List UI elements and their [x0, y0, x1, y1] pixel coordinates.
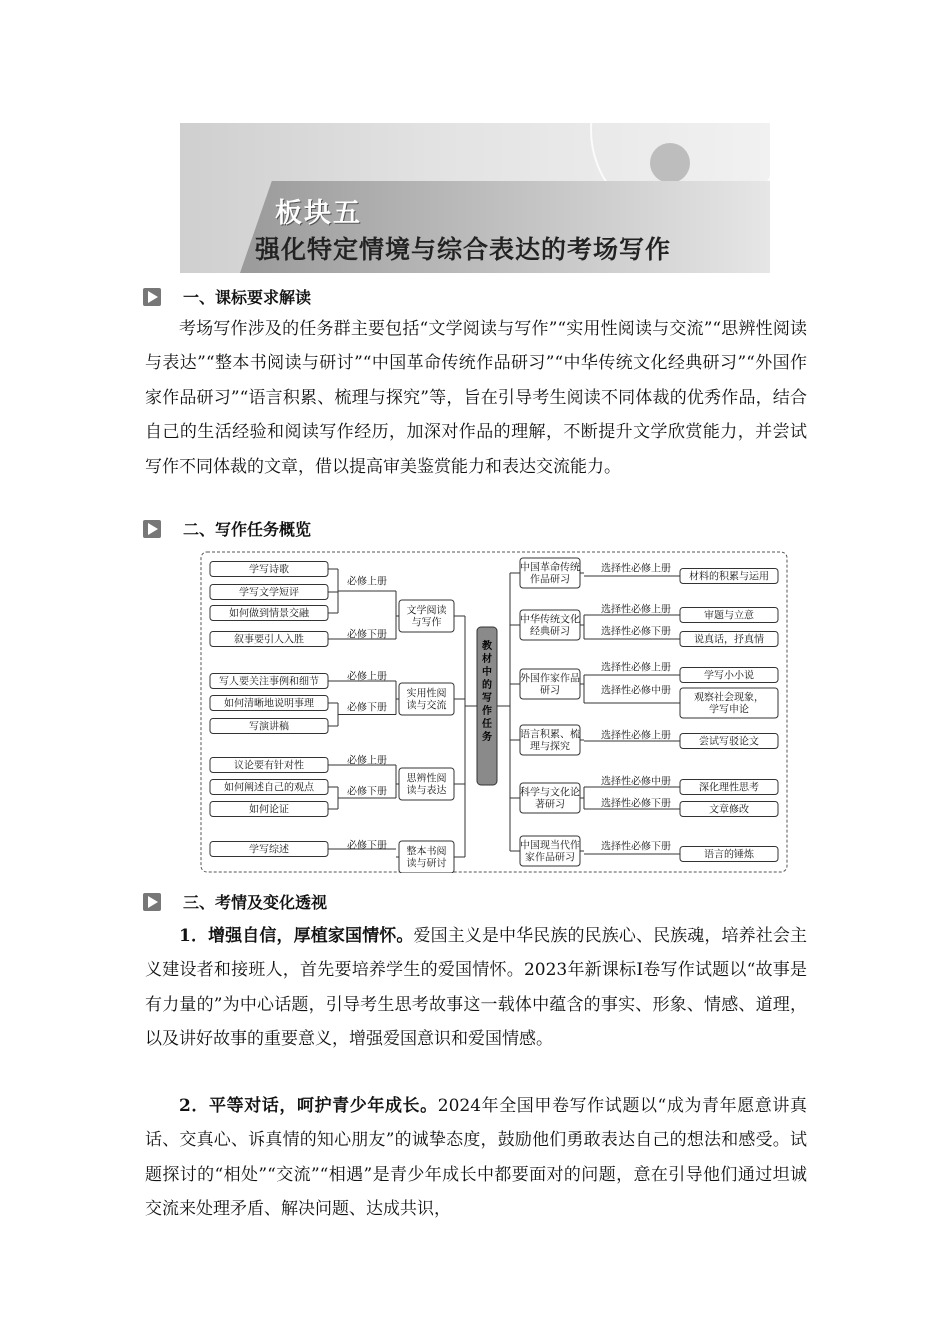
- task-group-label: 中国革命传统作品研习: [520, 562, 580, 586]
- task-group-label: 实用性阅读与交流: [406, 688, 447, 712]
- task-label: 如何清晰地说明事理: [224, 698, 314, 710]
- section2-heading: [143, 517, 311, 540]
- task-label: 尝试写驳论文: [699, 736, 759, 748]
- task-label: 学写诗歌: [249, 564, 289, 576]
- item-num: 1．: [179, 926, 209, 946]
- task-label: 文章修改: [709, 804, 749, 816]
- play-triangle-icon: [143, 893, 161, 911]
- banner-title-part: 板块五: [275, 198, 362, 229]
- mindmap-center-label: 教材中的写作任务: [482, 641, 492, 743]
- task-label: 写演讲稿: [249, 721, 289, 733]
- task-group-label: 语言积累、梳理与探究: [520, 729, 580, 753]
- book-label: 必修上册: [347, 671, 387, 683]
- book-label: 必修下册: [347, 629, 387, 641]
- task-label: 审题与立意: [704, 610, 754, 622]
- task-label: 观察社会现象，学写申论: [694, 692, 764, 716]
- book-label: 必修下册: [347, 786, 387, 798]
- item-text: 爱国主义是中华民族的民族心、民族魂，培养社会主义建设者和接班人，首先要培养学生的爱国情怀。2023年新课标Ⅰ卷写作试题以“故事是有力量的”为中心话题，引导考生思考故事这一载体中蕴含的事实、形象、情感、道理，以及讲好故事的重要意义，增强爱国意识和爱国情感。: [145, 926, 807, 1050]
- play-triangle-icon: [143, 520, 161, 538]
- section3-item-1: [145, 919, 807, 1057]
- book-label: 选择性必修上册: [601, 563, 671, 575]
- task-group-label: 整本书阅读与研讨: [406, 846, 447, 870]
- task-label: 深化理性思考: [699, 782, 759, 794]
- book-label: 必修下册: [347, 702, 387, 714]
- writing-task-mindmap: [200, 551, 788, 873]
- play-triangle-icon: [143, 288, 161, 306]
- section1-heading: [143, 285, 311, 308]
- task-label: 学写综述: [249, 844, 289, 856]
- task-label: 如何做到情景交融: [229, 608, 309, 620]
- task-group-label: 中国现当代作家作品研习: [520, 840, 580, 864]
- item-lead: 平等对话，呵护青少年成长。: [209, 1096, 438, 1116]
- section3-heading: [143, 890, 327, 913]
- book-label: 必修上册: [347, 576, 387, 588]
- book-label: 选择性必修中册: [601, 685, 671, 697]
- task-label: 如何论证: [249, 804, 289, 816]
- book-label: 选择性必修下册: [601, 798, 671, 810]
- book-label: 选择性必修下册: [601, 841, 671, 853]
- task-group-label: 科学与文化论著研习: [520, 787, 580, 811]
- book-label: 选择性必修上册: [601, 662, 671, 674]
- task-label: 写人要关注事例和细节: [219, 676, 319, 688]
- section-banner: [180, 123, 770, 273]
- item-lead: 增强自信，厚植家国情怀。: [208, 926, 414, 946]
- book-label: 选择性必修中册: [601, 776, 671, 788]
- decorative-dot: [650, 143, 690, 183]
- task-label: 说真话，抒真情: [694, 634, 764, 646]
- banner-title-topic: 强化特定情境与综合表达的考场写作: [255, 235, 672, 264]
- task-label: 材料的积累与运用: [689, 571, 769, 583]
- section2-heading-text: 二、写作任务概览: [183, 520, 312, 539]
- task-group-label: 文学阅读与写作: [406, 605, 447, 629]
- book-label: 选择性必修下册: [601, 626, 671, 638]
- task-group-label: 外国作家作品研习: [520, 673, 580, 697]
- book-label: 选择性必修上册: [601, 604, 671, 616]
- task-group-label: 中华传统文化经典研习: [520, 614, 580, 638]
- task-label: 学写文学短评: [239, 587, 299, 599]
- section1-paragraph: 考场写作涉及的任务群主要包括“文学阅读与写作”“实用性阅读与交流”“思辨性阅读与表达”“整本书阅读与研讨”“中国革命传统作品研习”“中华传统文化经典研习”“外国作家作品研习”“语言积累、梳理与探究”等，旨在引导考生阅读不同体裁的优秀作品，结合自己的生活经验和阅读写作经历，加深对作品的理解，不断提升文学欣赏能力，并尝试写作不同体裁的文章，借以提高审美鉴赏能力和表达交流能力。: [145, 319, 807, 477]
- task-label: 如何阐述自己的观点: [224, 782, 314, 794]
- book-label: 选择性必修上册: [601, 730, 671, 742]
- task-label: 学写小小说: [704, 670, 754, 682]
- task-label: 叙事要引人入胜: [234, 634, 304, 646]
- task-label: 议论要有针对性: [234, 760, 304, 772]
- book-label: 必修下册: [347, 840, 387, 852]
- item-num: 2．: [179, 1096, 210, 1116]
- book-label: 必修上册: [347, 755, 387, 767]
- item-text: 2024年全国甲卷写作试题以“成为青年愿意讲真话、交真心、诉真情的知心朋友”的诚挚态度，鼓励他们勇敢表达自己的想法和感受。试题探讨的“相处”“交流”“相遇”是青少年成长中都要面对的问题，意在引导他们通过坦诚交流来处理矛盾、解决问题、达成共识，: [145, 1096, 807, 1220]
- section1-heading-text: 一、课标要求解读: [183, 288, 312, 307]
- section3-item-2: [145, 1089, 807, 1227]
- task-label: 语言的锤炼: [704, 849, 754, 861]
- section3-heading-text: 三、考情及变化透视: [183, 893, 328, 912]
- task-group-label: 思辨性阅读与表达: [406, 773, 447, 797]
